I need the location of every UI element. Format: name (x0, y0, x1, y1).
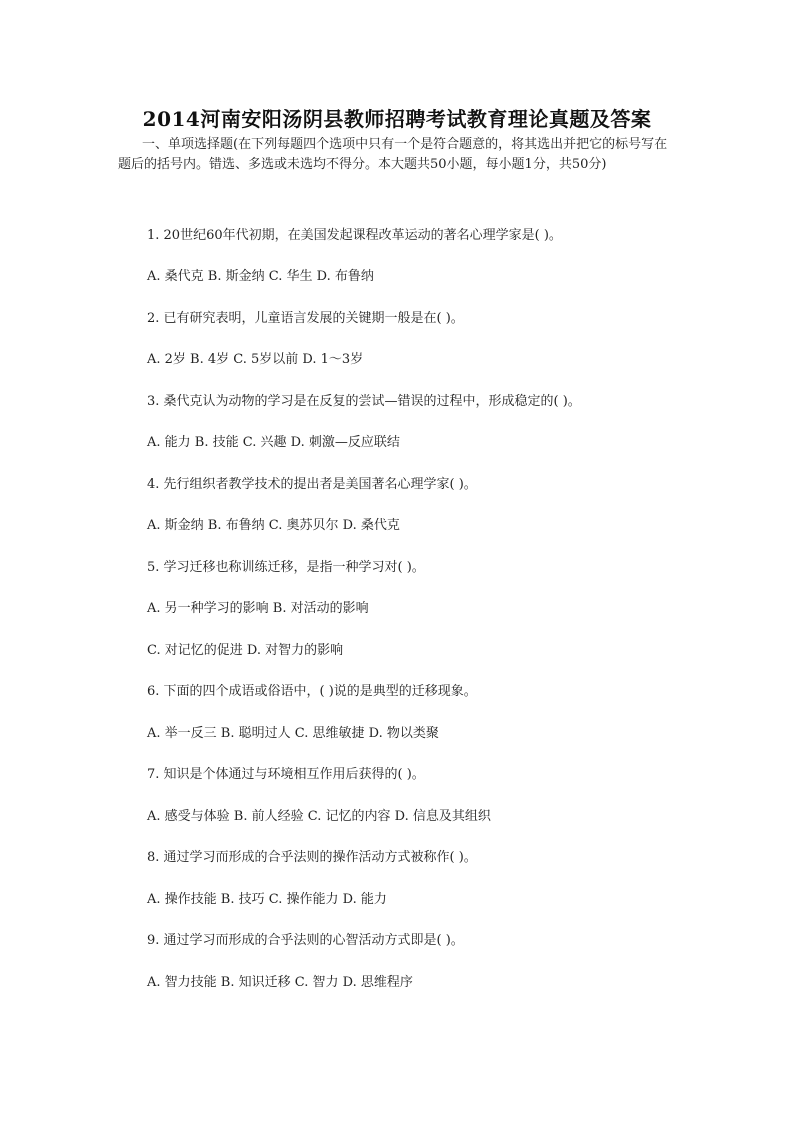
question-1: 1. 20世纪60年代初期，在美国发起课程改革运动的著名心理学家是( )。 (147, 228, 562, 243)
options-1: A. 桑代克 B. 斯金纳 C. 华生 D. 布鲁纳 (147, 269, 374, 284)
options-6: A. 举一反三 B. 聪明过人 C. 思维敏捷 D. 物以类聚 (147, 726, 439, 741)
options-3: A. 能力 B. 技能 C. 兴趣 D. 刺激—反应联结 (147, 435, 400, 450)
question-3: 3. 桑代克认为动物的学习是在反复的尝试—错误的过程中，形成稳定的( )。 (147, 394, 581, 409)
options-9: A. 智力技能 B. 知识迁移 C. 智力 D. 思维程序 (147, 975, 413, 990)
options-5a: A. 另一种学习的影响 B. 对活动的影响 (147, 601, 369, 616)
section-intro: 一、单项选择题(在下列每题四个选项中只有一个是符合题意的，将其选出并把它的标号写在题后的括号内。错选、多选或未选均不得分。本大题共50小题，每小题1分，共50分) (118, 137, 668, 172)
question-4: 4. 先行组织者教学技术的提出者是美国著名心理学家( )。 (147, 477, 477, 492)
options-4: A. 斯金纳 B. 布鲁纳 C. 奥苏贝尔 D. 桑代克 (147, 518, 400, 533)
question-9: 9. 通过学习而形成的合乎法则的心智活动方式即是( )。 (147, 933, 464, 948)
options-2: A. 2岁 B. 4岁 C. 5岁以前 D. 1～3岁 (147, 352, 364, 367)
question-5: 5. 学习迁移也称训练迁移，是指一种学习对( )。 (147, 560, 425, 575)
question-8: 8. 通过学习而形成的合乎法则的操作活动方式被称作( )。 (147, 850, 477, 865)
options-5b: C. 对记忆的促进 D. 对智力的影响 (147, 643, 344, 658)
question-7: 7. 知识是个体通过与环境相互作用后获得的( )。 (147, 767, 425, 782)
document-title: 2014河南安阳汤阴县教师招聘考试教育理论真题及答案 (142, 107, 652, 131)
question-2: 2. 已有研究表明，儿童语言发展的关键期一般是在( )。 (147, 311, 464, 326)
question-6: 6. 下面的四个成语或俗语中，( )说的是典型的迁移现象。 (147, 684, 477, 699)
options-7: A. 感受与体验 B. 前人经验 C. 记忆的内容 D. 信息及其组织 (147, 809, 491, 824)
options-8: A. 操作技能 B. 技巧 C. 操作能力 D. 能力 (147, 892, 387, 907)
